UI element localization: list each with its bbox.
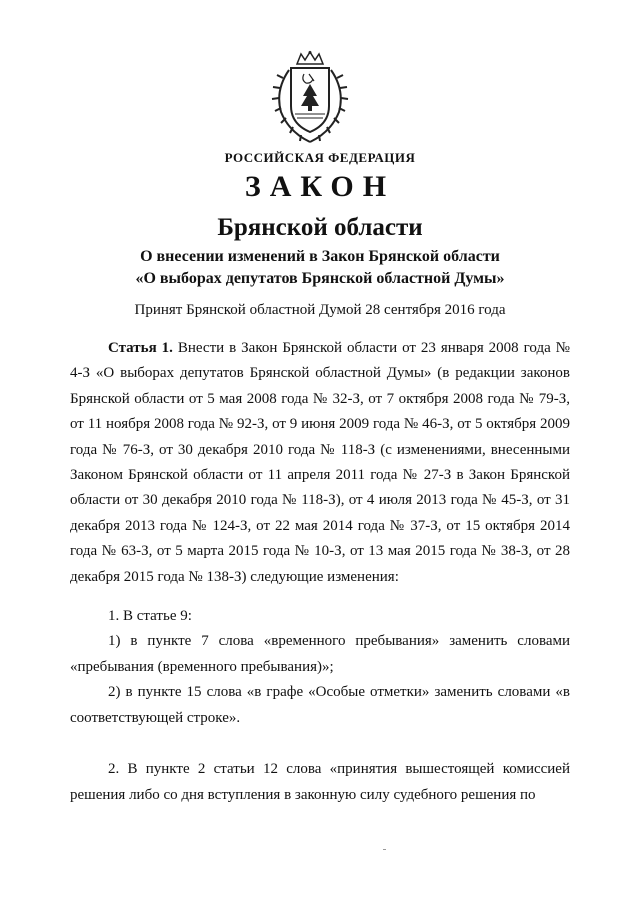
adoption-line: Принят Брянской областной Думой 28 сентября 2016 года [134,302,506,318]
law-body [70,336,570,808]
article-1 [70,336,570,590]
article-1-text: Внести в Закон Брянской области от 23 января 2008 года № 4-З «О выборах депутатов Брянской областной Думы» (в редакции законов Брянской области от 5 мая 2008 года № 32-З, от 7 октября 2008 года № 79-З, от 11 ноября 2008 года № 92-З, от 9 июня 2009 года № 46-З, от 5 октября 2009 года № 76-З, от 30 декабря 2010 года № 118-З (с изменениями, внесенными Законом Брянской области от 11 апреля 2011 года № 27-З в Закон Брянской области от 30 декабря 2010 года № 118-З), от 4 июля 2013 года № 45-З, от 31 декабря 2013 года № 124-З, от 22 мая 2014 года № 37-З, от 15 октября 2014 года № 63-З, от 5 марта 2015 года № 10-З, от 13 мая 2015 года № 38-З, от 28 декабря 2015 года № 138-З) следующие изменения: [70,340,570,585]
item-1-sub-1: 1) в пункте 7 слова «временного пребывания» заменить словами «пребывания (временного пребывания)»; [70,633,570,675]
coat-of-arms-emblem [267,50,353,146]
subtitle-line-2: «О выборах депутатов Брянской областной Думы» [135,270,505,287]
law-title: ЗАКОН [244,170,396,203]
federation-heading: РОССИЙСКАЯ ФЕДЕРАЦИЯ [224,150,416,165]
item-1-sub-2: 2) в пункте 15 слова «в графе «Особые отметки» заменить словами «в соответствующей строке». [70,684,570,726]
scan-mark [383,849,386,850]
region-heading: Брянской области [217,214,423,241]
item-1-heading: 1. В статье 9: [108,608,192,625]
subtitle-line-1: О внесении изменений в Закон Брянской области [140,248,500,265]
law-subtitle [60,246,580,290]
article-1-label: Статья 1. [108,340,173,356]
item-2: 2. В пункте 2 статьи 12 слова «принятия вышестоящей комиссией решения либо со дня вступления в законную силу судебного решения по [70,761,570,803]
